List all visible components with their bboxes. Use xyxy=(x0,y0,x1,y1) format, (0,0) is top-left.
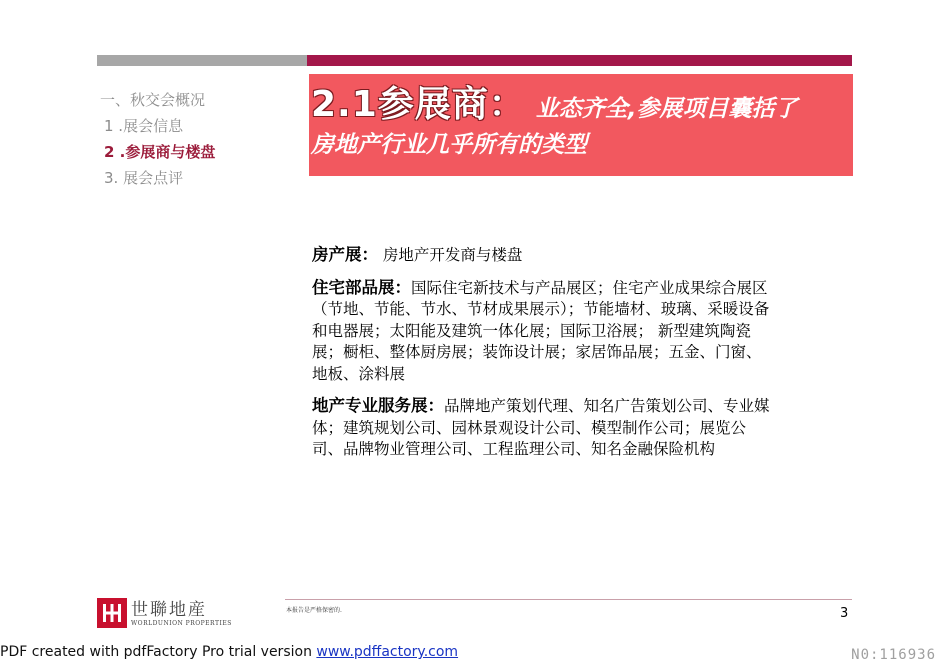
slide-title-rest: 业态齐全,参展项目囊括了 xyxy=(535,96,798,122)
section-real-estate xyxy=(312,244,772,267)
logo-english-name: WORLDUNION PROPERTIES xyxy=(131,619,232,627)
page-number: 3 xyxy=(840,606,849,621)
section-professional-services xyxy=(312,395,772,461)
logo-chinese-name: 世聯地産 xyxy=(131,599,207,620)
watermark-text: PDF created with pdfFactory Pro trial version xyxy=(0,644,317,660)
slide-title-main: 2.1参展商： xyxy=(311,84,526,125)
section-text: 房地产开发商与楼盘 xyxy=(378,246,523,264)
section-heading: 地产专业服务展 xyxy=(312,396,428,415)
section-text: 国际住宅新技术与产品展区；住宅产业成果综合展区（节地、节能、节水、节材成果展示）；节能墙材、玻璃、采暖设备和电器展；太阳能及建筑一体化展；国际卫浴展； 新型建筑陶瓷展；橱柜、整体厨房展；装饰设计展；家居饰品展；五金、门窗、地板、涂料展 xyxy=(312,278,770,383)
section-heading: 房产展 xyxy=(312,245,362,264)
document-number: N0:116936 xyxy=(851,647,936,663)
sidebar-item-review[interactable]: 3. 展会点评 xyxy=(104,169,184,187)
sidebar-item-exhibitors[interactable]: 2 .参展商与楼盘 xyxy=(104,143,216,161)
section-separator: ： xyxy=(361,245,378,264)
section-heading: 住宅部品展 xyxy=(312,277,395,297)
worldunion-logo-icon xyxy=(97,598,127,628)
section-text: 品牌地产策划代理、知名广告策划公司、专业媒体；建筑规划公司、园林景观设计公司、模型制作公司；展览公司、品牌物业管理公司、工程监理公司、知名金融保险机构 xyxy=(312,397,770,458)
company-logo xyxy=(97,598,232,628)
pdf-watermark xyxy=(0,644,458,660)
confidential-note: 本报告是严格保密的. xyxy=(286,607,342,614)
slide-title-banner xyxy=(309,74,853,176)
section-separator: ： xyxy=(427,396,444,415)
section-housing-parts xyxy=(312,277,772,386)
slide-title-line2: 房地产行业几乎所有的类型 xyxy=(311,132,587,158)
section-separator: ： xyxy=(394,277,411,297)
top-accent-bar-red xyxy=(307,55,852,66)
footer-divider xyxy=(285,599,852,600)
watermark-link[interactable]: www.pdffactory.com xyxy=(316,644,459,660)
slide-body xyxy=(312,244,772,471)
top-accent-bar-gray xyxy=(97,55,307,66)
sidebar-heading: 一、秋交会概况 xyxy=(100,91,206,109)
sidebar-item-exhibition-info[interactable]: 1 .展会信息 xyxy=(104,117,184,135)
sidebar-outline xyxy=(100,87,215,191)
